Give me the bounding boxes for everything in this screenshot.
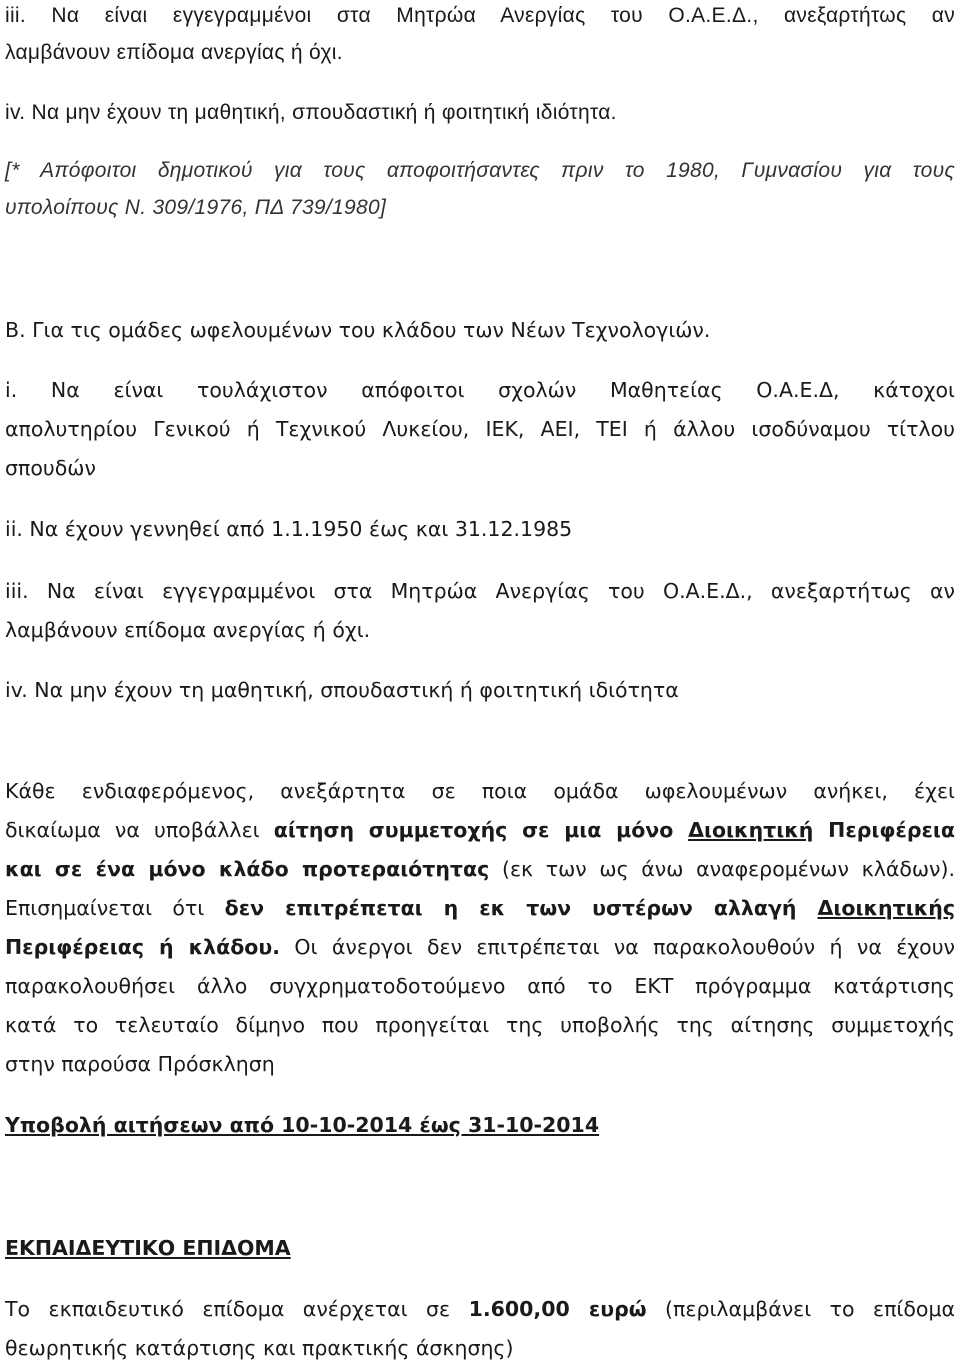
allowance-heading: ΕΚΠΑΙΔΕΥΤΙΚΟ ΕΠΙΔΟΜΑ bbox=[5, 1236, 291, 1260]
allowance-line1 bbox=[5, 1295, 955, 1323]
paragraph-line4-normal: Επισημαίνεται ότι bbox=[5, 896, 225, 920]
paragraph-line4-underlined: Διοικητικής bbox=[817, 896, 956, 920]
note-line2: υπολοίπους Ν. 309/1976, ΠΔ 739/1980] bbox=[5, 196, 387, 219]
section-b-item-iii-line1: iii. Να είναι εγγεγραμμένοι στα Μητρώα Ανεργίας του Ο.Α.Ε.Δ., ανεξαρτήτως αν bbox=[5, 579, 955, 603]
paragraph-line2-bold-end: Περιφέρεια bbox=[813, 818, 955, 842]
section-b-item-iii-line2: λαμβάνουν επίδομα ανεργίας ή όχι. bbox=[5, 618, 371, 642]
paragraph-line2-normal: δικαίωμα να υποβάλλει bbox=[5, 818, 274, 842]
allowance-amount: 1.600,00 ευρώ bbox=[468, 1297, 647, 1321]
paragraph-line3-bold: και σε ένα μόνο κλάδο προτεραιότητας bbox=[5, 857, 490, 881]
allowance-line1-end: (περιλαμβάνει το επίδομα bbox=[646, 1297, 955, 1321]
top-item-iii-line2: λαμβάνουν επίδομα ανεργίας ή όχι. bbox=[5, 41, 343, 64]
paragraph-line2-bold: αίτηση συμμετοχής σε μια μόνο bbox=[273, 818, 689, 842]
note-line1: [* Απόφοιτοι δημοτικού για τους αποφοιτήσαντες πριν το 1980, Γυμνασίου για τους bbox=[5, 159, 955, 182]
section-b-item-iv: iv. Να μην έχουν τη μαθητική, σπουδαστική ή φοιτητική ιδιότητα bbox=[5, 678, 679, 702]
section-b-item-ii: ii. Να έχουν γεννηθεί από 1.1.1950 έως και 31.12.1985 bbox=[5, 517, 573, 541]
paragraph-line4-bold: δεν επιτρέπεται η εκ των υστέρων αλλαγή bbox=[224, 896, 818, 920]
top-item-iv: iv. Να μην έχουν τη μαθητική, σπουδαστική ή φοιτητική ιδιότητα. bbox=[5, 101, 617, 124]
paragraph-line3-normal: (εκ των ως άνω αναφερομένων κλάδων). bbox=[489, 857, 956, 881]
section-b-item-i-line2: απολυτηρίου Γενικού ή Τεχνικού Λυκείου, ΙΕΚ, ΑΕΙ, ΤΕΙ ή άλλου ισοδύναμου τίτλου bbox=[5, 417, 955, 441]
section-b-heading: Β. Για τις ομάδες ωφελουμένων του κλάδου των Νέων Τεχνολογιών. bbox=[5, 318, 711, 342]
paragraph-line7: κατά το τελευταίο δίμηνο που προηγείται της υποβολής της αίτησης συμμετοχής bbox=[5, 1013, 955, 1037]
paragraph-line4 bbox=[5, 894, 955, 922]
paragraph-line3 bbox=[5, 855, 955, 883]
paragraph-line6: παρακολουθήσει άλλο συγχρηματοδοτούμενο από το ΕΚΤ πρόγραμμα κατάρτισης bbox=[5, 974, 955, 998]
paragraph-line5-bold: Περιφέρειας ή κλάδου. bbox=[5, 935, 281, 959]
paragraph-line8: στην παρούσα Πρόσκληση bbox=[5, 1052, 275, 1076]
top-item-iii-line1: iii. Να είναι εγγεγραμμένοι στα Μητρώα Ανεργίας του Ο.Α.Ε.Δ., ανεξαρτήτως αν bbox=[5, 4, 955, 27]
paragraph-line1: Κάθε ενδιαφερόμενος, ανεξάρτητα σε ποια ομάδα ωφελουμένων ανήκει, έχει bbox=[5, 779, 955, 803]
paragraph-line5 bbox=[5, 933, 955, 961]
paragraph-line2-underlined: Διοικητική bbox=[688, 818, 814, 842]
paragraph-line5-normal: Οι άνεργοι δεν επιτρέπεται να παρακολουθούν ή να έχουν bbox=[280, 935, 956, 959]
allowance-line2: θεωρητικής κατάρτισης και πρακτικής άσκησης) bbox=[5, 1336, 514, 1360]
paragraph-line2 bbox=[5, 816, 955, 844]
section-b-item-i-line3: σπουδών bbox=[5, 456, 96, 480]
allowance-line1-normal: Το εκπαιδευτικό επίδομα ανέρχεται σε bbox=[5, 1297, 469, 1321]
section-b-item-i-line1: i. Να είναι τουλάχιστον απόφοιτοι σχολών Μαθητείας Ο.Α.Ε.Δ, κάτοχοι bbox=[5, 378, 955, 402]
submission-dates: Υποβολή αιτήσεων από 10-10-2014 έως 31-10-2014 bbox=[5, 1113, 600, 1137]
